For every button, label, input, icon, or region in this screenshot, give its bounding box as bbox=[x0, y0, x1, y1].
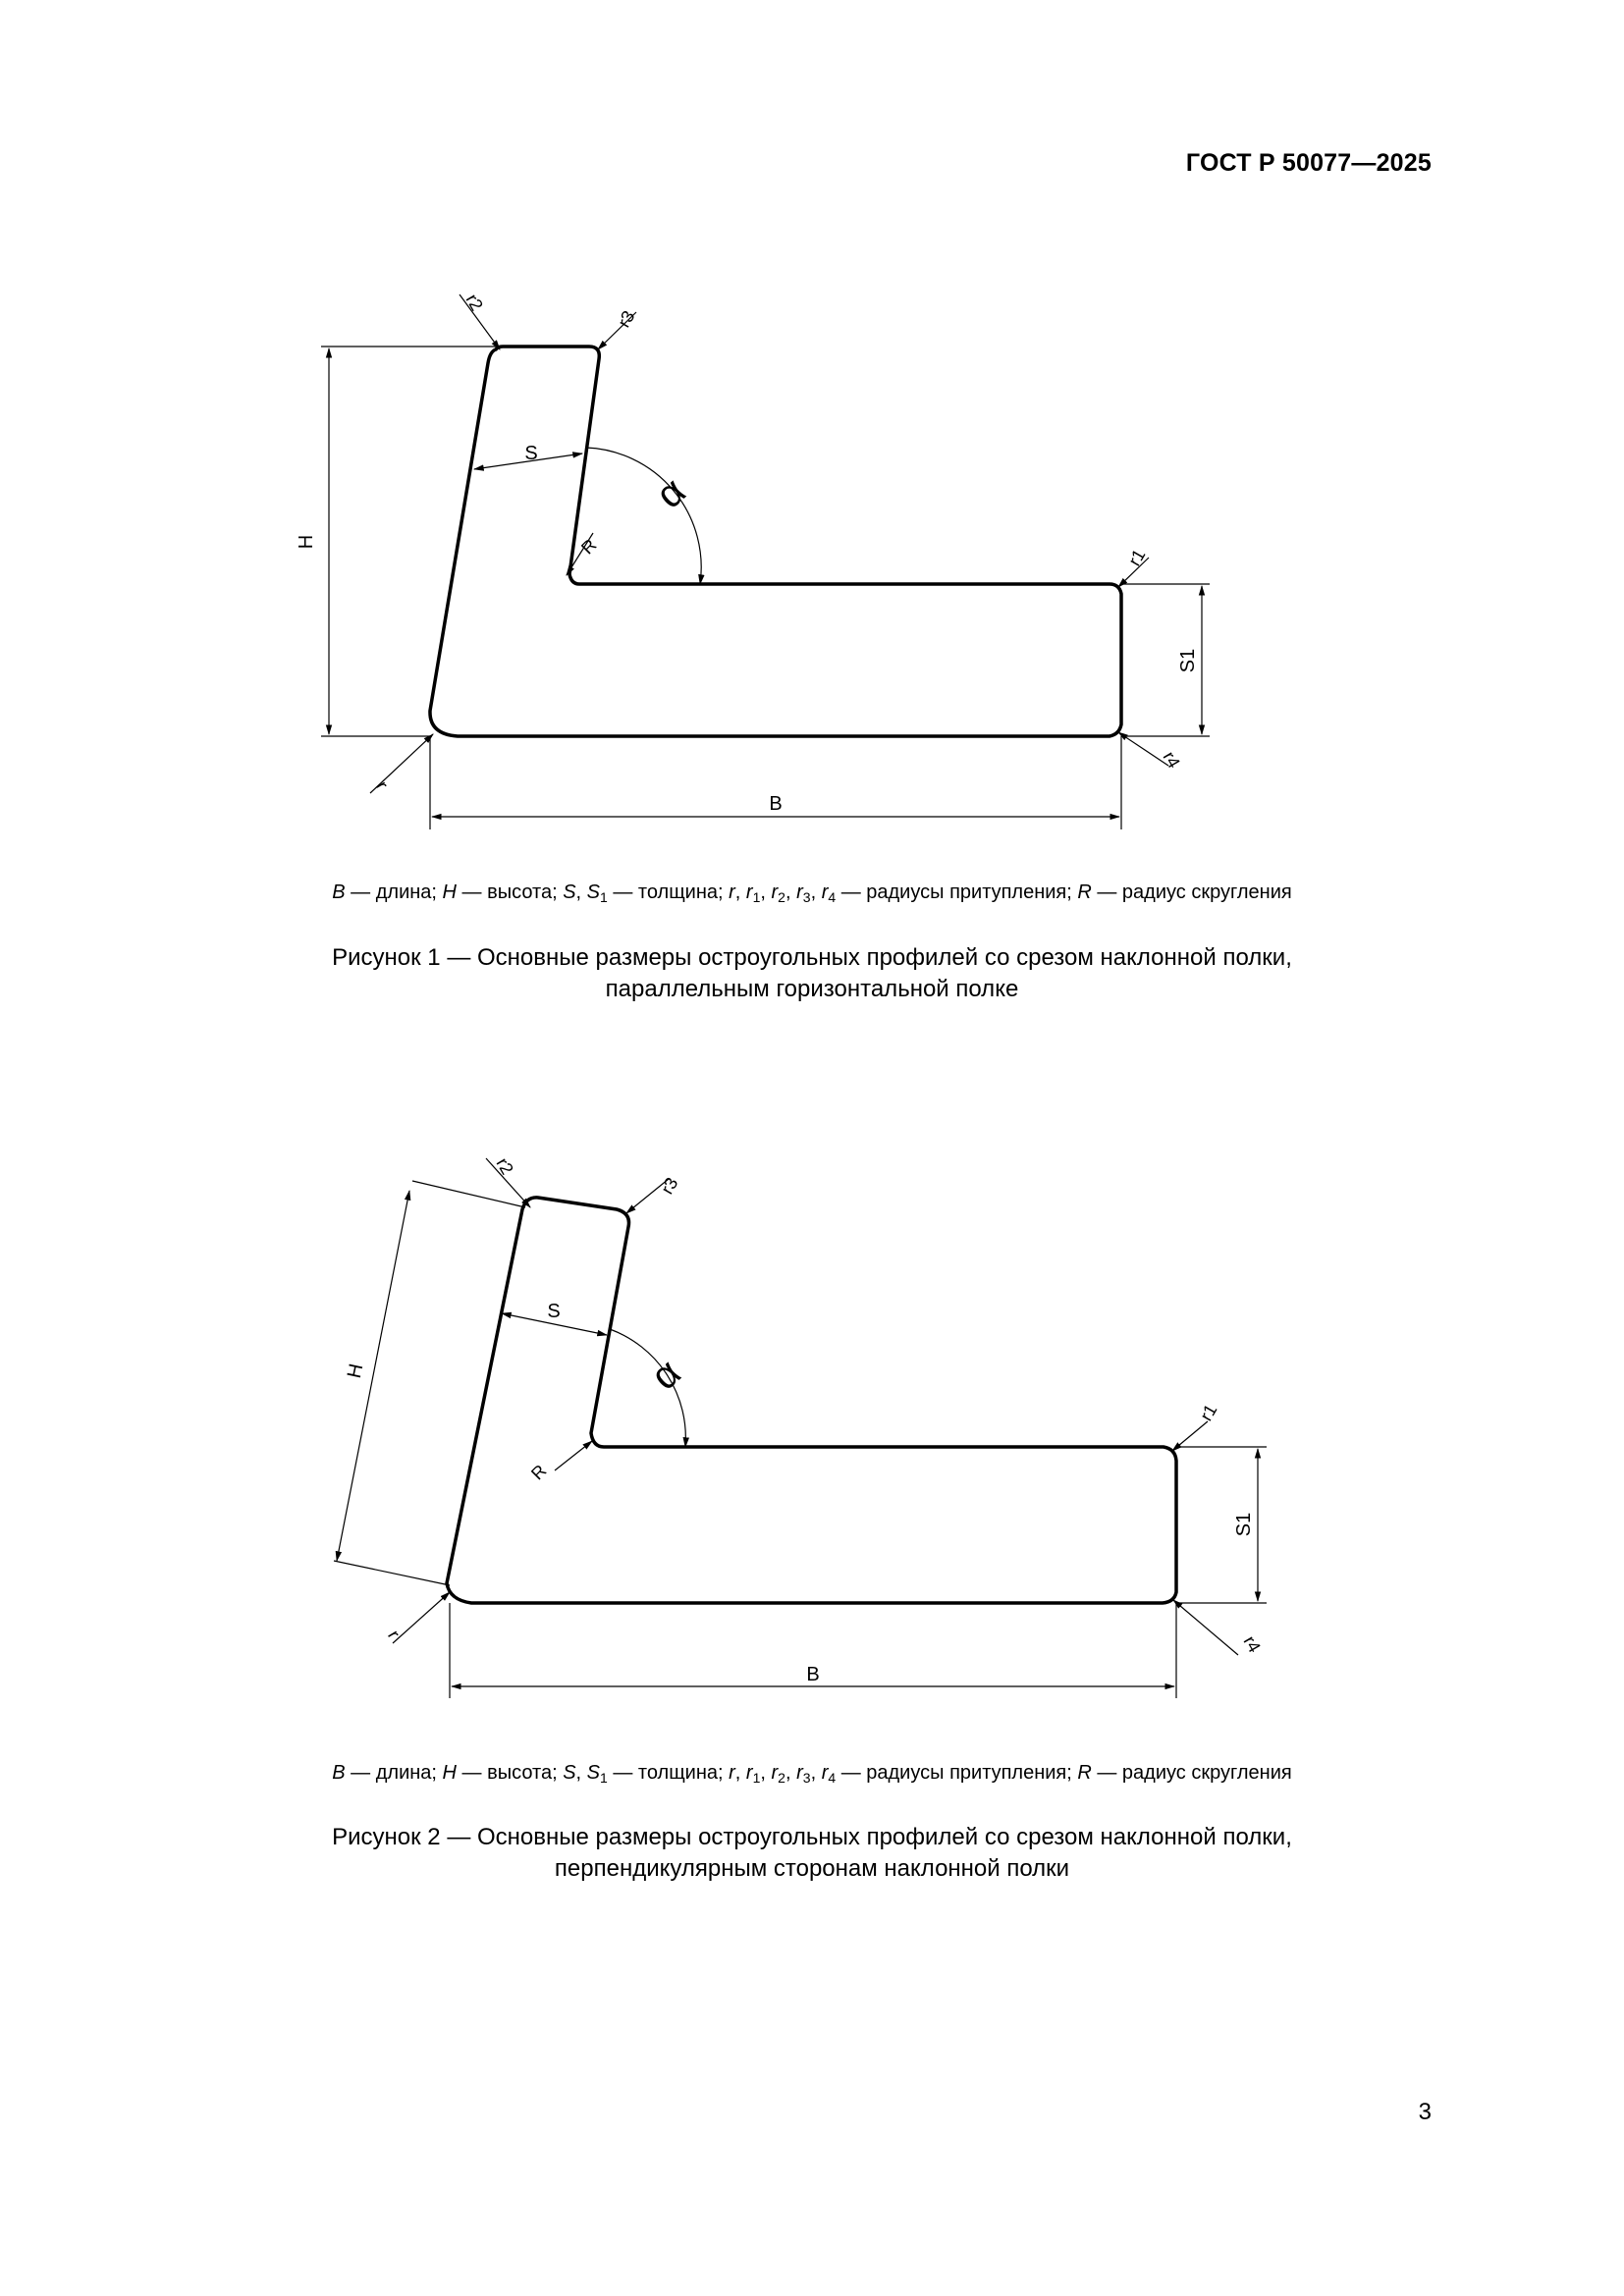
label-r: r bbox=[372, 777, 393, 793]
page-number: 3 bbox=[1418, 2099, 1432, 2125]
figure-1-caption-line2: параллельным горизонтальной полке bbox=[605, 976, 1019, 1002]
figure-1-caption-line1: Рисунок 1 — Основные размеры остроугольных профилей со срезом наклонной полки, bbox=[332, 944, 1292, 971]
label-r: r bbox=[384, 1627, 405, 1642]
label-r4: r4 bbox=[1239, 1632, 1265, 1656]
profile-outline bbox=[430, 347, 1121, 736]
label-R: R bbox=[577, 535, 601, 559]
figure-2-caption bbox=[0, 1822, 1624, 1885]
label-alpha: α bbox=[642, 1351, 689, 1399]
label-r3: r3 bbox=[657, 1174, 682, 1198]
label-S1: S1 bbox=[1177, 648, 1199, 673]
label-R: R bbox=[527, 1461, 551, 1484]
figure-1-caption bbox=[0, 942, 1624, 1005]
label-S: S bbox=[524, 443, 538, 464]
label-r2: r2 bbox=[461, 291, 487, 314]
figure-1-legend: B — длина; H — высота; S, $S_1$ — толщина; r, $r_1$, $r_2$, $r_3$, $r_4$ — радиусы притупления; R — радиус скругления bbox=[332, 881, 1292, 905]
label-B: B bbox=[769, 793, 783, 815]
figure-2-caption-line2: перпендикулярным сторонам наклонной полки bbox=[554, 1855, 1070, 1882]
label-S1: S1 bbox=[1233, 1512, 1255, 1537]
label-r3: r3 bbox=[614, 307, 639, 331]
label-S: S bbox=[547, 1301, 561, 1322]
standard-number: ГОСТ Р 50077—2025 bbox=[1185, 149, 1432, 177]
label-r2: r2 bbox=[492, 1154, 517, 1178]
figure-2-drawing bbox=[0, 1139, 1624, 1728]
figure-1-drawing bbox=[0, 275, 1624, 844]
dimension-lines bbox=[334, 1158, 1267, 1698]
profile-outline bbox=[447, 1198, 1176, 1603]
figure-2-legend: B — длина; H — высота; S, $S_1$ — толщина; r, $r_1$, $r_2$, $r_3$, $r_4$ — радиусы притупления; R — радиус скругления bbox=[332, 1762, 1292, 1786]
label-r1: r1 bbox=[1124, 546, 1150, 569]
figure-2-caption-line1: Рисунок 2 — Основные размеры остроугольных профилей со срезом наклонной полки, bbox=[332, 1824, 1292, 1850]
label-r1: r1 bbox=[1196, 1401, 1221, 1424]
label-H: H bbox=[343, 1362, 368, 1381]
label-B: B bbox=[806, 1664, 820, 1685]
label-r4: r4 bbox=[1159, 748, 1184, 772]
label-alpha: α bbox=[647, 469, 694, 517]
label-H: H bbox=[296, 534, 317, 550]
